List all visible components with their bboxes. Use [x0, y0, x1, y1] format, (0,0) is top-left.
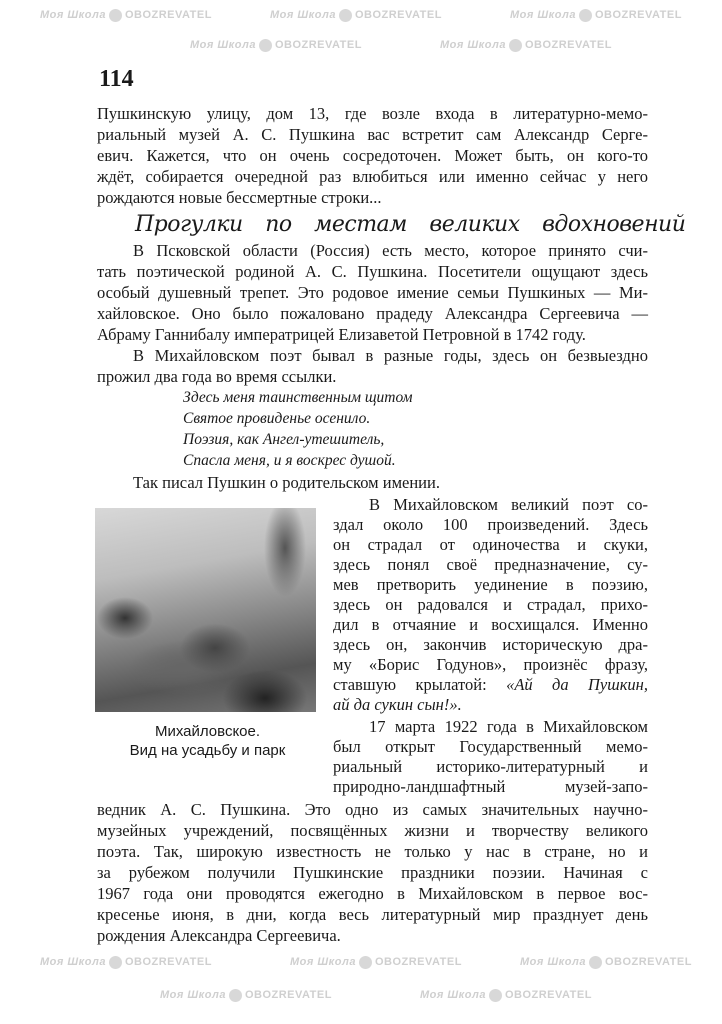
text-line: он страдал от одиночества и скуки,	[333, 535, 648, 554]
watermark	[520, 955, 692, 969]
watermark-brand: Моя Школа	[270, 9, 336, 21]
after-poem-text: Так писал Пушкин о родительском имении.	[133, 473, 440, 492]
watermark-logo-icon	[259, 39, 272, 52]
watermark-logo-icon	[109, 956, 122, 969]
text-line: Спасла меня, и я воскрес душой.	[183, 452, 396, 469]
text-line: здесь он, закончив историческую дра-	[333, 635, 648, 654]
text-line: за рубежом получили Пушкинские праздники поэзии. Начиная с	[97, 863, 648, 882]
watermark-brand: Моя Школа	[520, 956, 586, 968]
watermark-brand: Моя Школа	[290, 956, 356, 968]
page-number: 114	[99, 66, 134, 92]
text-line: Здесь меня таинственным щитом	[183, 389, 413, 406]
watermark-brand: OBOZREVATEL	[354, 9, 442, 21]
intro-paragraph	[97, 103, 648, 208]
watermark-brand: OBOZREVATEL	[244, 989, 332, 1001]
watermark-logo-icon	[339, 9, 352, 22]
photo-mikhailovskoye	[95, 508, 316, 712]
watermark-brand: OBOZREVATEL	[374, 956, 462, 968]
text-line: Пушкинскую улицу, дом 13, где возле входа в литературно-мемо-	[97, 104, 648, 123]
watermark-brand: OBOZREVATEL	[274, 39, 362, 51]
text-line: рождаются новые бессмертные строки...	[97, 188, 382, 207]
text-line: мев претворить уединение в поэзию,	[333, 575, 648, 594]
watermark	[420, 988, 592, 1002]
watermark-logo-icon	[229, 989, 242, 1002]
watermark-logo-icon	[589, 956, 602, 969]
text-line: ведник А. С. Пушкина. Это одно из самых значительных научно-	[97, 800, 648, 819]
paragraph-festival	[97, 799, 648, 946]
watermark	[160, 988, 332, 1002]
watermark-logo-icon	[579, 9, 592, 22]
watermark-brand: OBOZREVATEL	[594, 9, 682, 21]
text-line: поэта. Так, широкую известность не только у нас в стране, но и	[97, 842, 648, 861]
watermark-brand: OBOZREVATEL	[124, 956, 212, 968]
text-line: риальный историко-литературный и	[333, 757, 648, 776]
watermark-brand: Моя Школа	[190, 39, 256, 51]
text-line: рождения Александра Сергеевича.	[97, 926, 341, 945]
text-line: Святое провиденье осенило.	[183, 410, 371, 427]
watermark-brand: Моя Школа	[160, 989, 226, 1001]
text-line: особый душевный трепет. Это родовое имение семьи Пушкиных — Ми-	[97, 283, 648, 302]
watermark-brand: OBOZREVATEL	[504, 989, 592, 1001]
text-line: Поэзия, как Ангел-утешитель,	[183, 431, 385, 448]
text-line: ставшую крылатой: «Ай да Пушкин,	[333, 675, 648, 694]
text-line: здал около 100 произведений. Здесь	[333, 515, 648, 534]
watermark-brand: OBOZREVATEL	[524, 39, 612, 51]
caption-title: Михайловское.	[154, 723, 261, 740]
watermark-logo-icon	[109, 9, 122, 22]
text-line: был открыт Государственный мемо-	[333, 737, 648, 756]
text-line: риальный музей А. С. Пушкина вас встретит сам Александр Серге-	[97, 125, 648, 144]
text-line: Абраму Ганнибалу императрицей Елизаветой Петровной в 1742 году.	[97, 325, 586, 344]
watermark-logo-icon	[359, 956, 372, 969]
text-line: тать поэтической родиной А. С. Пушкина. Посетители ощущают здесь	[97, 262, 648, 281]
text-line: 17 марта 1922 года в Михайловском	[369, 717, 648, 736]
text-line: кресенье июня, в дни, когда весь литературный мир празднует день	[97, 905, 648, 924]
column-paragraph-works	[333, 495, 648, 715]
watermark	[190, 38, 362, 52]
watermark-brand: Моя Школа	[420, 989, 486, 1001]
paragraph-pskov	[97, 240, 648, 345]
text-line: прожил два года во время ссылки.	[97, 367, 337, 386]
text-line: здесь понял своё предназначение, су-	[333, 555, 648, 574]
watermark-brand: Моя Школа	[40, 9, 106, 21]
watermark-logo-icon	[509, 39, 522, 52]
text-line: дил в отчаяние и восхищался. Именно	[333, 615, 648, 634]
text-line: ждёт, собирается очередной раз влюбиться или именно сейчас у него	[97, 167, 648, 186]
paragraph-exile	[97, 345, 648, 387]
text-line: природно-ландшафтный музей-запо-	[333, 777, 648, 796]
text-line: В Псковской области (Россия) есть место, которое принято счи-	[133, 241, 648, 260]
text-line: хайловское. Оно было пожаловано прадеду Александра Сергеевича —	[97, 304, 648, 323]
watermark-brand: OBOZREVATEL	[124, 9, 212, 21]
text-line: В Михайловском поэт бывал в разные годы, здесь он безвыездно	[133, 346, 648, 365]
watermark	[270, 8, 442, 22]
text-line: 1967 года они проводятся ежегодно в Михайловском в первое вос-	[97, 884, 648, 903]
poem-quote	[183, 387, 413, 471]
watermark-brand: OBOZREVATEL	[604, 956, 692, 968]
section-heading: Прогулки по местам великих вдохновений	[135, 212, 686, 237]
watermark	[440, 38, 612, 52]
watermark-brand: Моя Школа	[510, 9, 576, 21]
watermark	[40, 8, 212, 22]
watermark	[40, 955, 212, 969]
text-line: евич. Кажется, что он очень сосредоточен. Может быть, он кого-то	[97, 146, 648, 165]
photo-caption	[95, 722, 320, 760]
column-paragraph-museum	[333, 717, 648, 797]
text-line: му «Борис Годунов», произнёс фразу,	[333, 655, 648, 674]
watermark-brand: Моя Школа	[40, 956, 106, 968]
caption-subtitle: Вид на усадьбу и парк	[129, 742, 286, 759]
watermark-logo-icon	[489, 989, 502, 1002]
watermark	[290, 955, 462, 969]
text-line: здесь он радовался и страдал, прихо-	[333, 595, 648, 614]
text-line: музейных учреждений, посвящённых жизни и творчеству великого	[97, 821, 648, 840]
text-line: В Михайловском великий поэт со-	[369, 495, 648, 514]
watermark	[510, 8, 682, 22]
watermark-brand: Моя Школа	[440, 39, 506, 51]
text-line: ай да сукин сын!».	[333, 695, 462, 714]
